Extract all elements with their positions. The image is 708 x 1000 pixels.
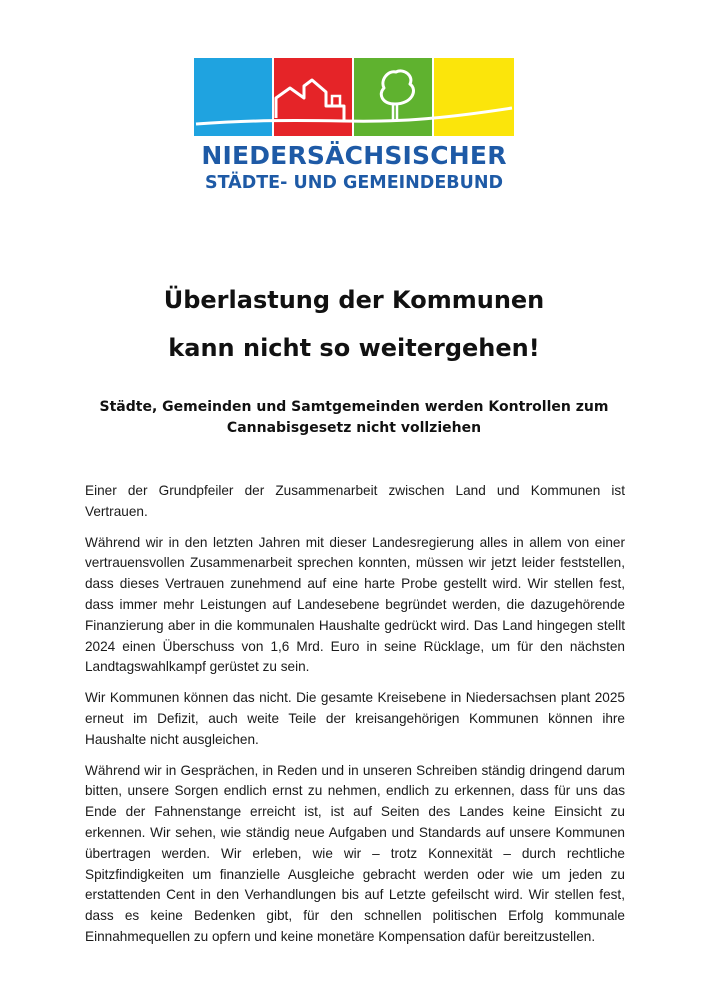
paragraph: Einer der Grundpfeiler der Zusammenarbeit zwischen Land und Kommunen ist Vertrauen. [85,483,625,519]
logo-text-line2: STÄDTE- UND GEMEINDEBUND [204,173,504,193]
headline-line2: kann nicht so weitergehen! [168,334,540,362]
paragraph: Während wir in den letzten Jahren mit dieser Landesregierung alles in allem von einer vertrauensvollen Zusammenarbeit sprechen konnten, müssen wir jetzt leider feststellen, dass dieses Vertrauen zunehmend auf eine harte Probe gestellt wird. Wir stellen fest, dass immer mehr Leistungen auf Landesebene begründet werden, die dazugehörende Finanzierung aber in die kommunalen Haushalte gedrückt wird. Das Land hingegen stellt 2024 einen Überschuss von 1,6 Mrd. Euro in seine Rücklage, um für den nächsten Landtagswahlkampf gerüstet zu sein. [85,534,625,675]
logo-outline-icon [194,58,514,136]
headline-line1: Überlastung der Kommunen [163,286,545,314]
paragraph: Wir Kommunen können das nicht. Die gesamte Kreisebene in Niedersachsen plant 2025 erneut im Defizit, auch weite Teile der kreisangehörigen Kommunen können ihre Haushalte nicht ausgleichen. [85,690,625,747]
organization-logo [194,58,514,198]
body-text [85,481,625,958]
town-house-tree-logo-icon [194,58,514,136]
logo-text-line1: NIEDERSÄCHSISCHER [201,141,507,170]
paragraph: Während wir in Gesprächen, in Reden und in unseren Schreiben ständig dringend darum bitten, unsere Sorgen endlich ernst zu nehmen, endlich zu erkennen, dass für uns das Ende der Fahnenstange erreicht ist, ist auf Seiten des Landes keine Einsicht zu erkennen. Wir sehen, wie ständig neue Aufgaben und Standards auf unsere Kommunen übertragen werden. Wir erleben, wie wir – trotz Konnexität – durch rechtliche Spitzfindigkeiten um finanzielle Ausgleiche gebracht werden oder wie um jeden zu erstattenden Cent in den Verhandlungen bis auf Letzte gefeilscht wird. Wir stellen fest, dass es keine Bedenken gibt, für den schnellen politischen Erfolg kommunale Einnahmequellen zu opfern und keine monetäre Kompensation dafür bereitzustellen. [85,762,625,944]
subtitle: Städte, Gemeinden und Samtgemeinden werden Kontrollen zum Cannabisgesetz nicht vollziehen [99,399,609,436]
